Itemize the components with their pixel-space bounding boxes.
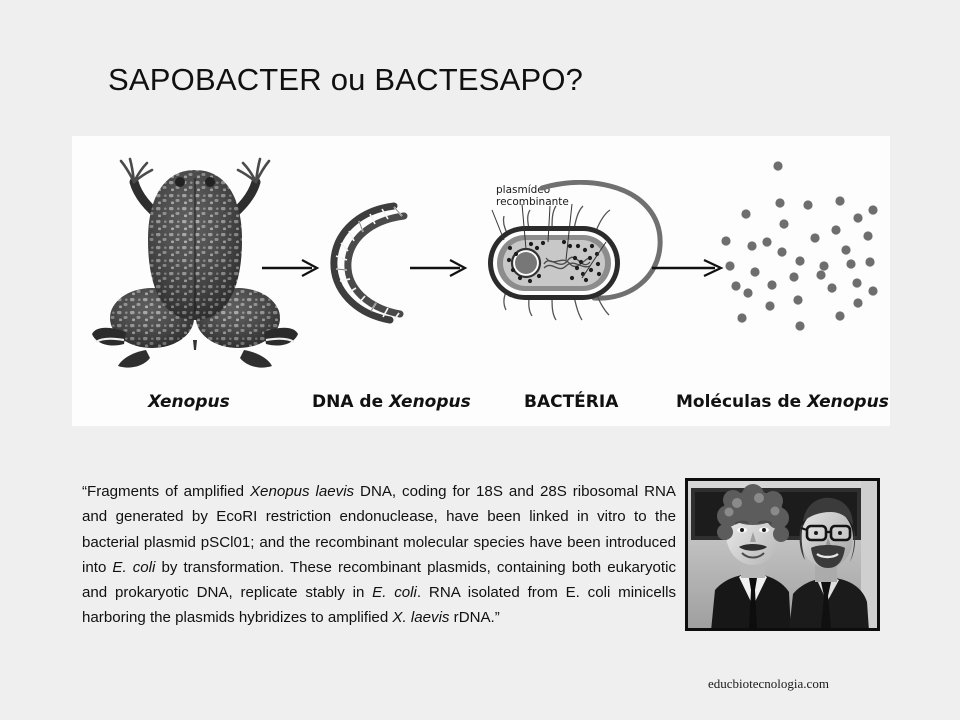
quote-paragraph — [82, 479, 676, 631]
quote-segment-1: “Fragments of amplified — [82, 483, 250, 500]
caption-xenopus-italic: Xenopus — [148, 392, 230, 412]
caption-molecules-italic: Xenopus — [807, 392, 889, 412]
caption-bacteria-text: BACTÉRIA — [524, 392, 619, 412]
footer-credit: educbiotecnologia.com — [708, 676, 829, 691]
quote-italic-ecoli-1: E. coli — [112, 558, 156, 576]
arrow-frog-to-dna — [262, 258, 320, 278]
caption-molecules — [676, 392, 889, 412]
quote-segment-4: . RNA isolated from E. coli minicells harboring the plasmids hybridizes to amplified — [82, 584, 677, 627]
quote-segment-5: rDNA.” — [449, 609, 500, 627]
caption-dna — [312, 392, 471, 412]
scientists-photograph — [685, 478, 880, 631]
quote-segment-3: by transformation. These recombinant plasmids, containing both eukaryotic and prokaryotic DNA, replicate stably in — [82, 558, 676, 602]
arrow-dna-to-bacteria — [410, 258, 468, 278]
caption-xenopus — [148, 392, 230, 412]
quote-italic-xenopus-laevis: Xenopus laevis — [249, 483, 355, 500]
molecule-dot-cloud — [712, 158, 884, 358]
figure-panel — [72, 136, 890, 426]
plasmid-label-line-1: plasmídeo — [496, 184, 551, 196]
caption-dna-italic: Xenopus — [389, 392, 471, 412]
figure-stage — [72, 136, 890, 426]
plasmid-label-line-2: recombinante — [496, 195, 569, 208]
page-title: SAPOBACTER ou BACTESAPO? — [108, 62, 584, 97]
caption-molecules-prefix: Moléculas de — [676, 392, 808, 412]
caption-bacteria — [524, 392, 618, 412]
quote-segment-2: DNA, coding for 18S and 28S ribosomal RNA and generated by EcoRI restriction endonuclease, have been linked in vitro to the bacterial plasmid pSCl01; and the recombinant molecular species have been introduced into — [82, 483, 676, 576]
caption-dna-prefix: DNA de — [312, 392, 390, 412]
quote-italic-x-laevis: X. laevis — [392, 609, 450, 627]
quote-italic-ecoli-2: E. coli — [372, 584, 417, 602]
